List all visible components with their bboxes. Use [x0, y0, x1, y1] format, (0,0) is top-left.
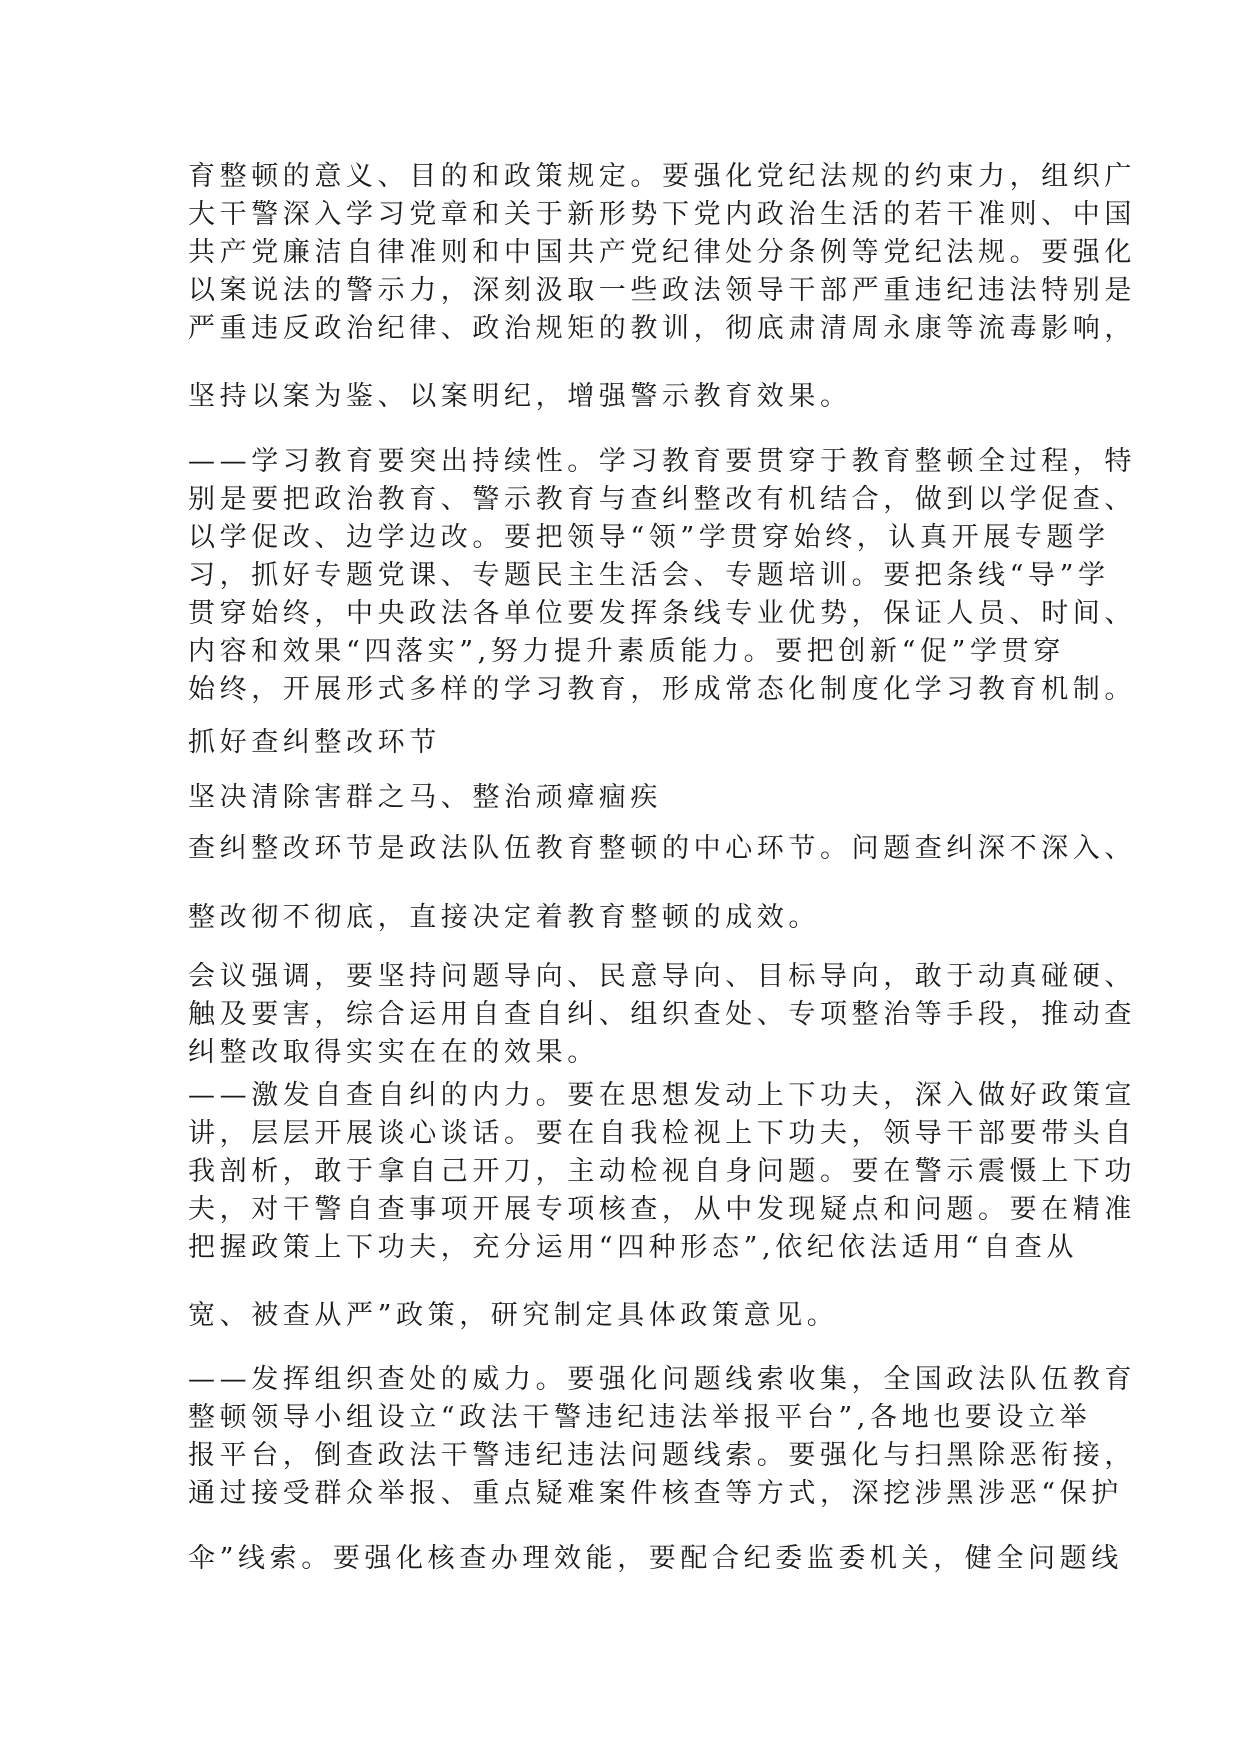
text-line: 触及要害，综合运用自查自纠、组织查处、专项整治等手段，推动查 — [188, 999, 1136, 1030]
text-line: 纠整改取得实实在在的效果。 — [188, 1037, 599, 1068]
text-line: 严重违反政治纪律、政治规矩的教训，彻底肃清周永康等流毒影响， — [188, 313, 1136, 344]
section-subheading — [188, 779, 1068, 817]
section-heading — [188, 724, 1068, 762]
text-line: 整改彻不彻底，直接决定着教育整顿的成效。 — [188, 902, 820, 933]
text-line: 育整顿的意义、目的和政策规定。要强化党纪法规的约束力，组织广 — [188, 161, 1136, 192]
text-line: 始终，开展形式多样的学习教育，形成常态化制度化学习教育机制。 — [188, 674, 1136, 705]
text-line: 讲，层层开展谈心谈话。要在自我检视上下功夫，领导干部要带头自 — [188, 1118, 1136, 1149]
paragraph — [188, 1077, 1136, 1267]
text-line: 贯穿始终，中央政法各单位要发挥条线专业优势，保证人员、时间、 — [188, 598, 1136, 629]
text-line: 会议强调，要坚持问题导向、民意导向、目标导向，敢于动真碰硬、 — [188, 961, 1136, 992]
text-line: 内容和效果“四落实”,努力提升素质能力。要把创新“促”学贯穿 — [188, 636, 1065, 667]
text-line: 我剖析，敢于拿自己开刀，主动检视自身问题。要在警示震慑上下功 — [188, 1156, 1136, 1187]
text-line: 整顿领导小组设立“政法干警违纪违法举报平台”,各地也要设立举 — [188, 1402, 1092, 1433]
text-line: 别是要把政治教育、警示教育与查纠整改有机结合，做到以学促查、 — [188, 484, 1136, 515]
text-line: 宽、被查从严”政策，研究制定具体政策意见。 — [188, 1300, 839, 1331]
text-line: 坚持以案为鉴、以案明纪，增强警示教育效果。 — [188, 381, 852, 412]
text-line: 把握政策上下功夫，充分运用“四种形态”,依纪依法适用“自查从 — [188, 1232, 1078, 1263]
paragraph — [188, 443, 1136, 709]
text-line: 以学促改、边学边改。要把领导“领”学贯穿始终，认真开展专题学 — [188, 522, 1110, 553]
text-line: 伞”线索。要强化核查办理效能，要配合纪委监委机关，健全问题线 — [188, 1543, 1123, 1574]
paragraph — [188, 899, 1068, 937]
paragraph — [188, 378, 1068, 416]
paragraph — [188, 1297, 1068, 1335]
heading-line: 坚决清除害群之马、整治顽瘴痼疾 — [188, 782, 662, 813]
text-line: 夫，对干警自查事项开展专项核查，从中发现疑点和问题。要在精准 — [188, 1194, 1136, 1225]
paragraph — [188, 158, 1136, 348]
text-line: ——激发自查自纠的内力。要在思想发动上下功夫，深入做好政策宣 — [188, 1080, 1136, 1111]
text-line: 以案说法的警示力，深刻汲取一些政法领导干部严重违纪违法特别是 — [188, 275, 1136, 306]
heading-line: 抓好查纠整改环节 — [188, 727, 441, 758]
text-line: ——学习教育要突出持续性。学习教育要贯穿于教育整顿全过程，特 — [188, 446, 1136, 477]
paragraph — [188, 830, 1136, 868]
paragraph — [188, 1361, 1136, 1513]
text-line: 报平台，倒查政法干警违纪违法问题线索。要强化与扫黑除恶衔接， — [188, 1440, 1136, 1471]
text-line: 查纠整改环节是政法队伍教育整顿的中心环节。问题查纠深不深入、 — [188, 833, 1136, 864]
text-line: 共产党廉洁自律准则和中国共产党纪律处分条例等党纪法规。要强化 — [188, 237, 1136, 268]
paragraph — [188, 958, 1136, 1072]
paragraph — [188, 1540, 1123, 1578]
text-line: ——发挥组织查处的威力。要强化问题线索收集，全国政法队伍教育 — [188, 1364, 1136, 1395]
text-line: 习，抓好专题党课、专题民主生活会、专题培训。要把条线“导”学 — [188, 560, 1110, 591]
text-line: 通过接受群众举报、重点疑难案件核查等方式，深挖涉黑涉恶“保护 — [188, 1478, 1123, 1509]
text-line: 大干警深入学习党章和关于新形势下党内政治生活的若干准则、中国 — [188, 199, 1136, 230]
